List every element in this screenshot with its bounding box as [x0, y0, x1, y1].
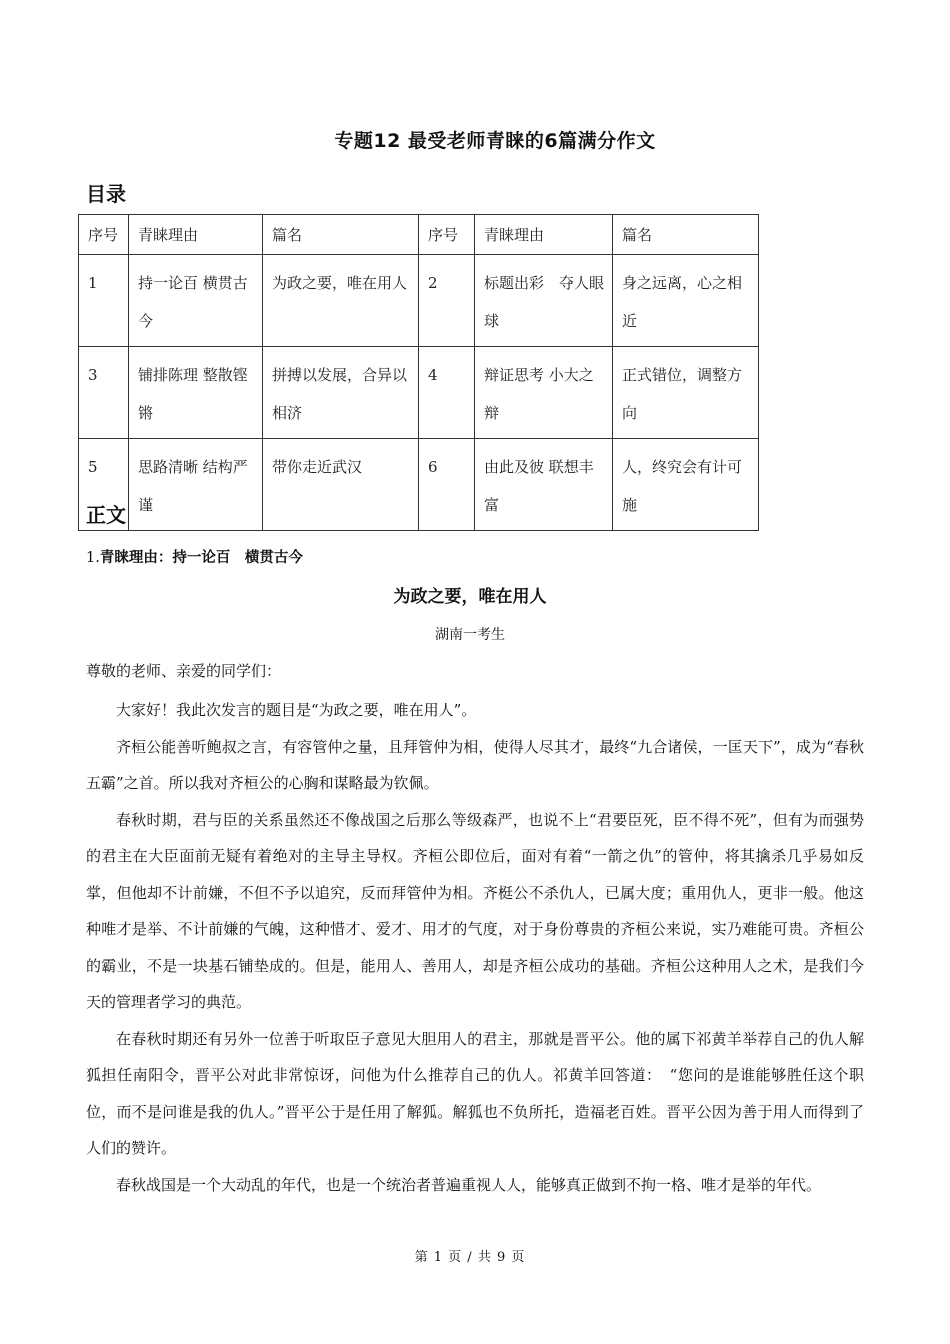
toc-table	[78, 214, 759, 531]
page-title: 专题12 最受老师青睐的6篇满分作文	[334, 130, 656, 152]
toc-cell: 铺排陈理 整散铿锵	[129, 347, 263, 439]
toc-header-cell: 篇名	[263, 215, 419, 255]
toc-cell: 3	[79, 347, 129, 439]
paragraph: 春秋战国是一个大动乱的年代，也是一个统治者普遍重视人人，能够真正做到不拘一格、唯才是举的年代。	[116, 1175, 822, 1194]
section-label: 青睐理由：持一论百 横贯古今	[99, 549, 303, 566]
toc-header-cell: 序号	[419, 215, 475, 255]
toc-header-row	[79, 215, 759, 255]
essay-title: 为政之要，唯在用人	[393, 587, 547, 607]
toc-cell: 6	[419, 439, 475, 531]
toc-header-cell: 篇名	[613, 215, 759, 255]
toc-row	[79, 439, 759, 531]
paragraph: 齐桓公能善听鲍叔之言，有容管仲之量，且拜管仲为相，使得人尽其才，最终“九合诸侯，一匡天下”，成为“春秋五霸”之首。所以我对齐桓公的心胸和谋略最为钦佩。	[86, 737, 864, 792]
toc-cell: 身之远离，心之相近	[613, 255, 759, 347]
toc-row	[79, 347, 759, 439]
salutation: 尊敬的老师、亲爱的同学们：	[86, 662, 282, 680]
toc-heading: 目录	[86, 182, 126, 206]
paragraph: 大家好！我此次发言的题目是“为政之要，唯在用人”。	[116, 701, 477, 719]
body-heading: 正文	[86, 503, 126, 527]
toc-cell: 5	[79, 439, 129, 531]
toc-cell: 2	[419, 255, 475, 347]
toc-cell: 辩证思考 小大之辩	[475, 347, 613, 439]
toc-cell: 拼搏以发展，合异以相济	[263, 347, 419, 439]
toc-header-cell: 青睐理由	[475, 215, 613, 255]
section-number: 1.	[86, 550, 100, 566]
toc-header-cell: 青睐理由	[129, 215, 263, 255]
toc-cell: 人，终究会有计可施	[613, 439, 759, 531]
toc-cell: 由此及彼 联想丰富	[475, 439, 613, 531]
essay-body	[86, 692, 864, 1203]
paragraph: 在春秋时期还有另外一位善于听取臣子意见大胆用人的君主，那就是晋平公。他的属下祁黄羊举荐自己的仇人解狐担任南阳令，晋平公对此非常惊讶，问他为什么推荐自己的仇人。祁黄羊回答道： “您问的是谁能够胜任这个职位，而不是问谁是我的仇人。”晋平公于是任用了解狐。解狐也不负所托，造福老百姓。晋平公因为善于用人而得到了人们的赞许。	[86, 1029, 864, 1157]
paragraph: 春秋时期，君与臣的关系虽然还不像战国之后那么等级森严，也说不上“君要臣死，臣不得不死”，但有为而强势的君主在大臣面前无疑有着绝对的主导主导权。齐桓公即位后，面对有着“一箭之仇”的管仲，将其擒杀几乎易如反掌，但他却不计前嫌，不但不予以追究，反而拜管仲为相。齐梃公不杀仇人，已属大度；重用仇人，更非一般。他这种唯才是举、不计前嫌的气魄，这种惜才、爱才、用才的气度，对于身份尊贵的齐桓公来说，实乃难能可贵。齐桓公的霸业，不是一块基石铺垫成的。但是，能用人、善用人，却是齐桓公成功的基础。齐桓公这种用人之术，是我们今天的管理者学习的典范。	[86, 810, 864, 1011]
page-footer: 第 1 页 / 共 9 页	[414, 1250, 526, 1265]
toc-row	[79, 255, 759, 347]
toc-header-cell: 序号	[79, 215, 129, 255]
toc-cell: 4	[419, 347, 475, 439]
toc-cell: 标题出彩 夺人眼球	[475, 255, 613, 347]
toc-cell: 正式错位，调整方向	[613, 347, 759, 439]
toc-cell: 为政之要，唯在用人	[263, 255, 419, 347]
essay-author: 湖南一考生	[435, 627, 505, 643]
toc-cell: 思路清晰 结构严谨	[129, 439, 263, 531]
toc-cell: 1	[79, 255, 129, 347]
toc-cell: 持一论百 横贯古今	[129, 255, 263, 347]
toc-cell: 带你走近武汉	[263, 439, 419, 531]
section-heading	[86, 546, 303, 567]
